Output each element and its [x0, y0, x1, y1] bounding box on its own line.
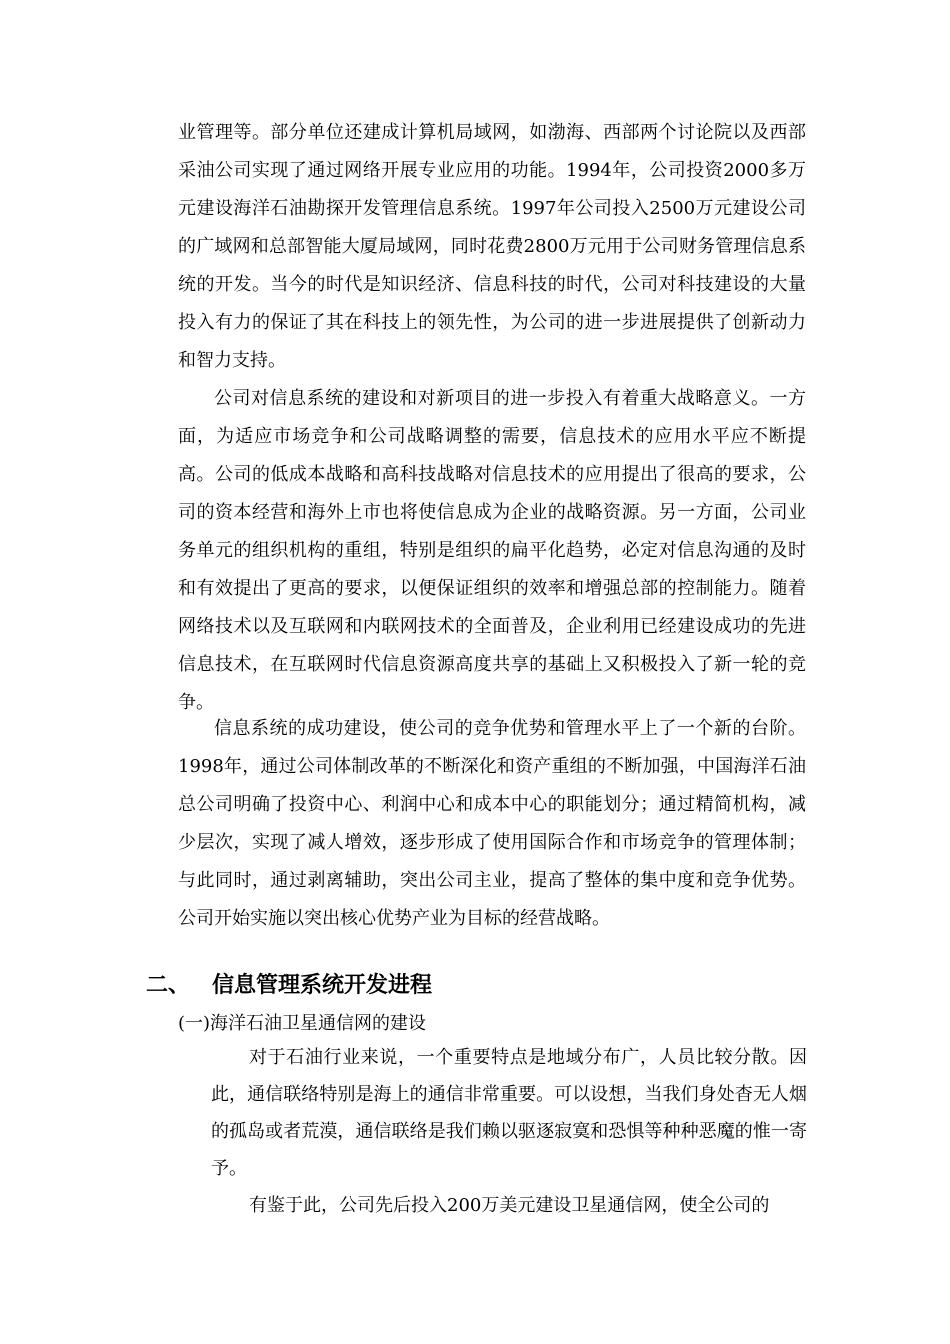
body-paragraph: 公司对信息系统的建设和对新项目的进一步投入有着重大战略意义。一方面，为适应市场竞争和公司战略调整的需要，信息技术的应用水平应不断提高。公司的低成本战略和高科技战略对信息技术的应用提出了很高的要求，公司的资本经营和海外上市也将使信息成为企业的战略资源。另一方面，公司业务单元的组织机构的重组，特别是组织的扁平化趋势，必定对信息沟通的及时和有效提出了更高的要求，以便保证组织的效率和增强总部的控制能力。随着网络技术以及互联网和内联网技术的全面普及，企业利用已经建设成功的先进信息技术，在互联网时代信息资源高度共享的基础上又积极投入了新一轮的竞争。	[178, 388, 806, 713]
body-paragraph: 有鉴于此，公司先后投入200万美元建设卫星通信网，使全公司的	[249, 1195, 770, 1216]
body-paragraph: 信息系统的成功建设，使公司的竞争优势和管理水平上了一个新的台阶。1998年，通过公司体制改革的不断深化和资产重组的不断加强，中国海洋石油总公司明确了投资中心、利润中心和成本中心的职能划分；通过精简机构，减少层次，实现了减人增效，逐步形成了使用国际合作和市场竞争的管理体制；与此同时，通过剥离辅助，突出公司主业，提高了整体的集中度和竞争优势。公司开始实施以突出核心优势产业为目标的经营战略。	[178, 718, 806, 929]
section-number: 二、	[146, 972, 191, 998]
subsection-heading: (一)海洋石油卫星通信网的建设	[178, 1013, 427, 1034]
body-paragraph: 业管理等。部分单位还建成计算机局域网，如渤海、西部两个讨论院以及西部采油公司实现了通过网络开展专业应用的功能。1994年，公司投资2000多万元建设海洋石油勘探开发管理信息系统。1997年公司投入2500万元建设公司的广域网和总部智能大厦局域网，同时花费2800万元用于公司财务管理信息系统的开发。当今的时代是知识经济、信息科技的时代，公司对科技建设的大量投入有力的保证了其在科技上的领先性，为公司的进一步进展提供了创新动力和智力支持。	[178, 122, 806, 371]
section-heading	[146, 966, 432, 1004]
section-title: 信息管理系统开发进程	[212, 972, 433, 998]
body-paragraph: 对于石油行业来说，一个重要特点是地域分布广，人员比较分散。因此，通信联络特别是海上的通信非常重要。可以设想，当我们身处杳无人烟的孤岛或者荒漠，通信联络是我们赖以驱逐寂寞和恐惧等种种恶魔的惟一寄予。	[211, 1047, 807, 1179]
